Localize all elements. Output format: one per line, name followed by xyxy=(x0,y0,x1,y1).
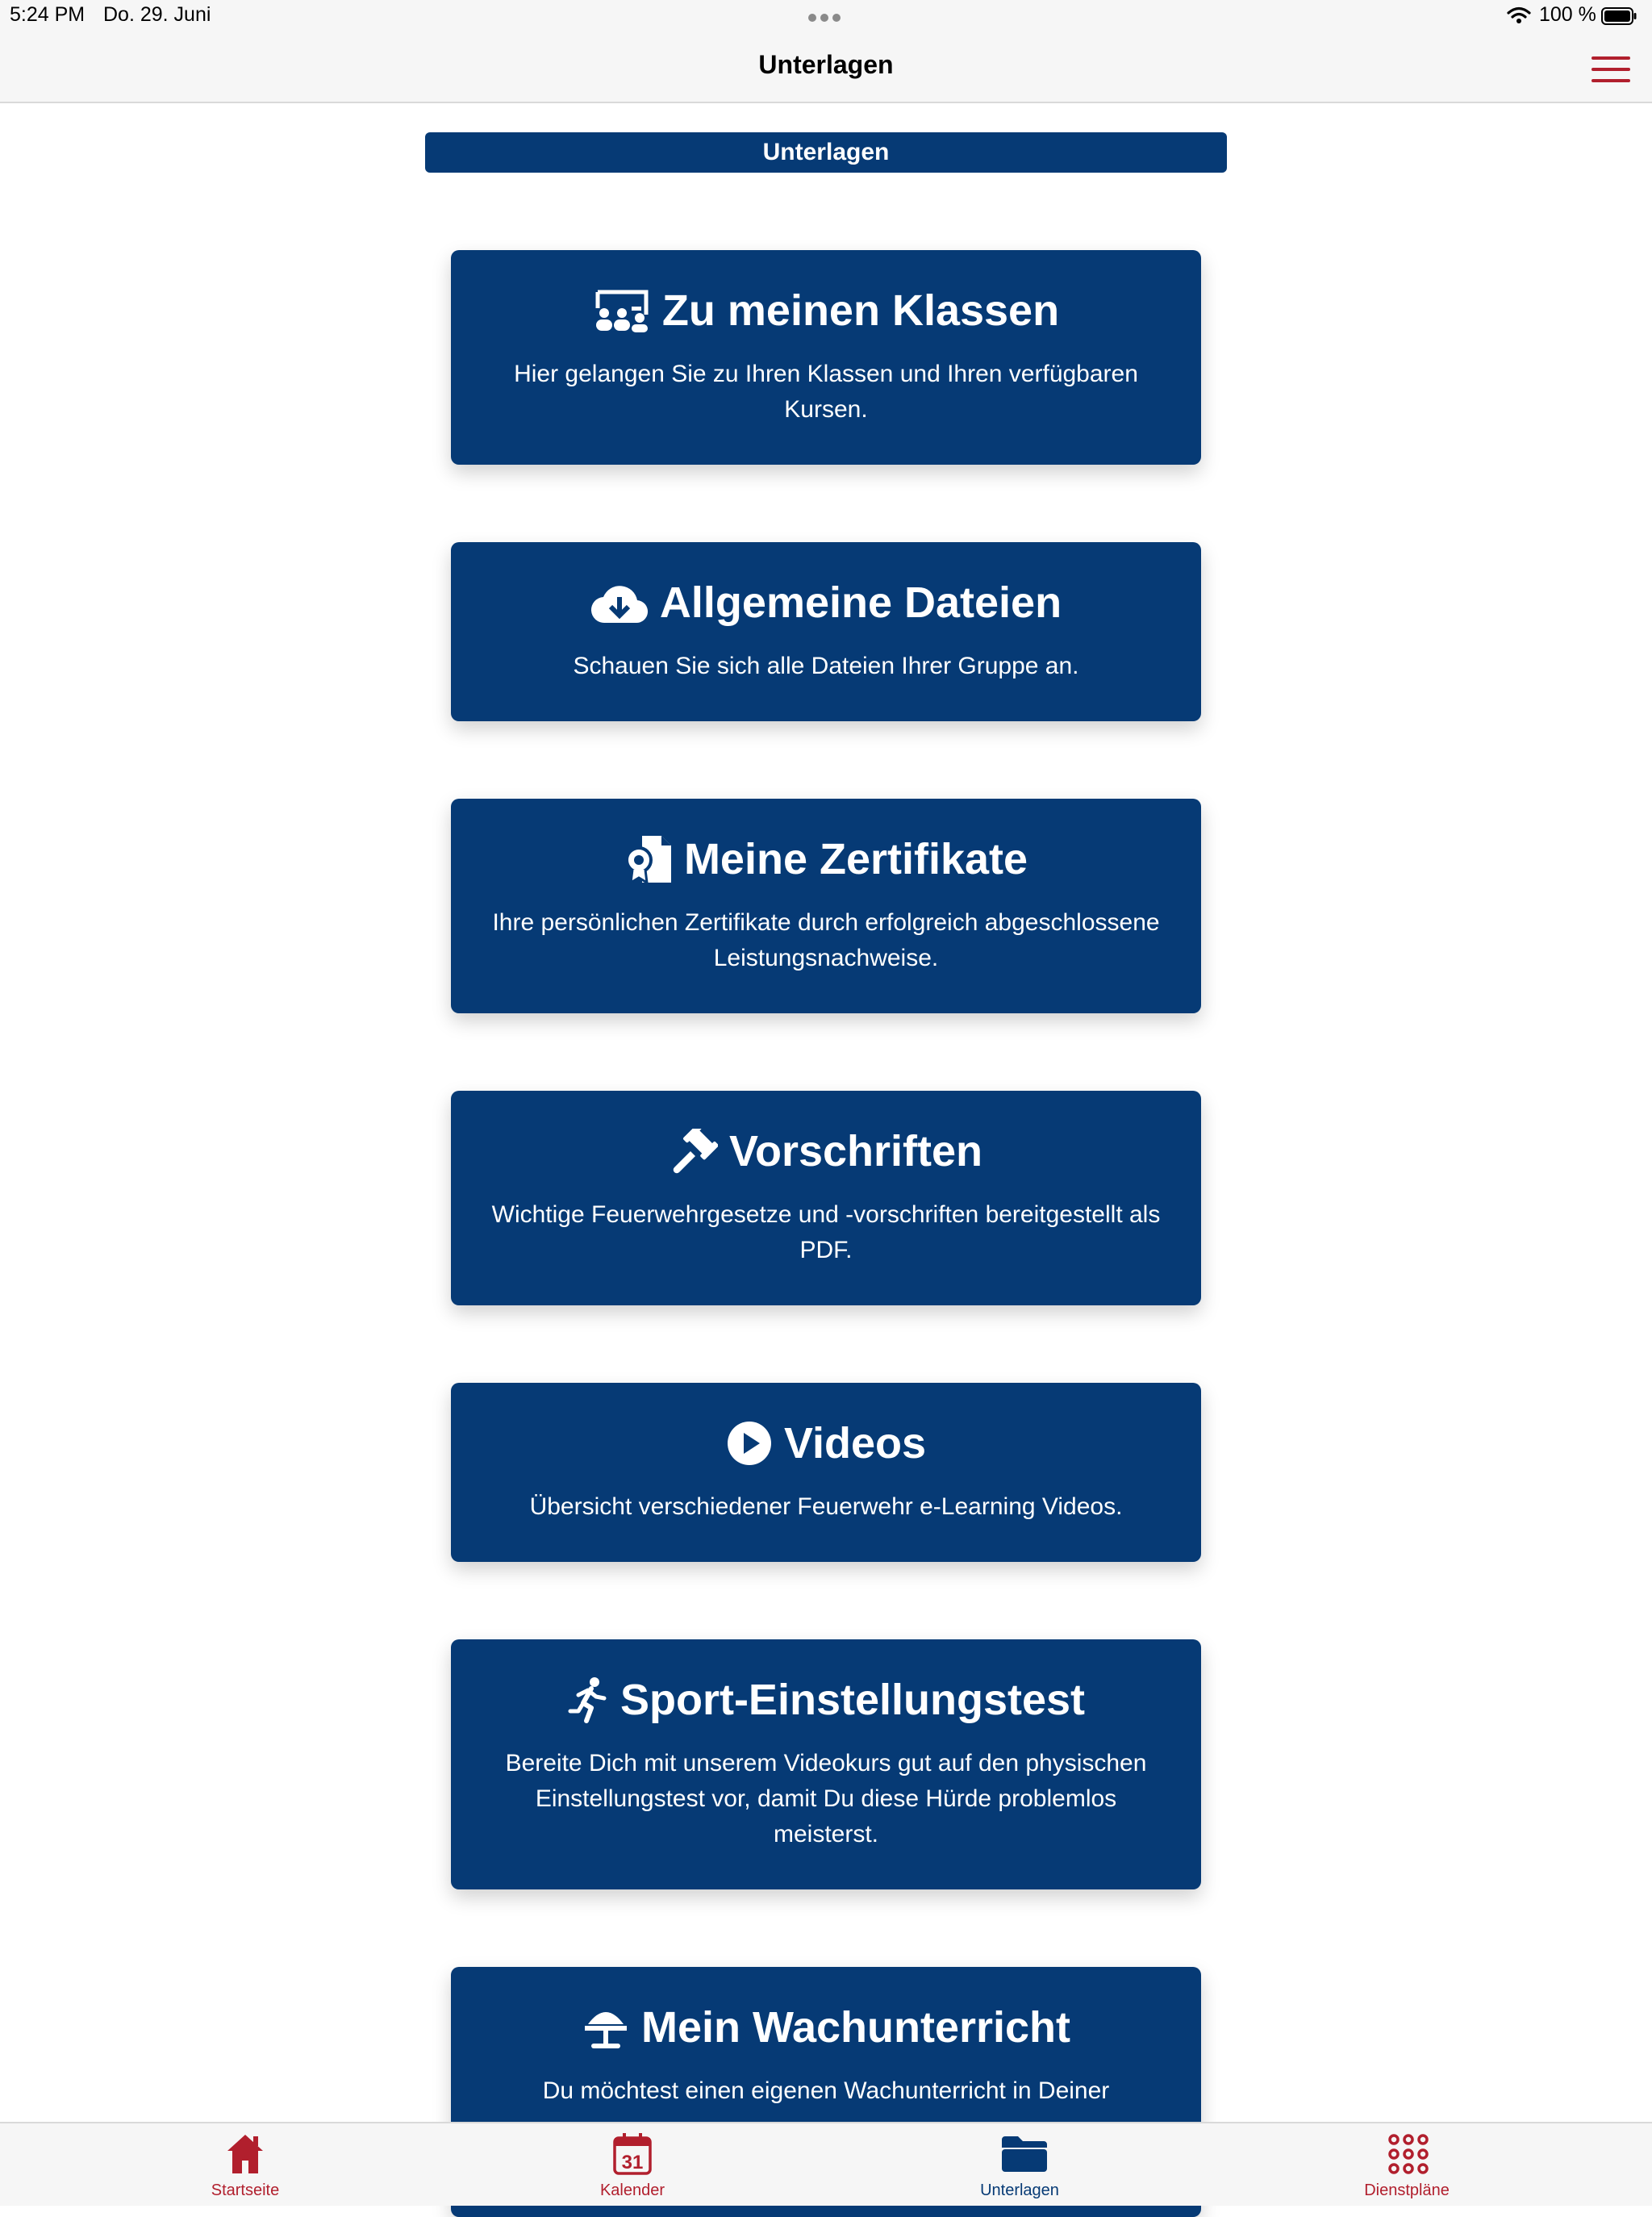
card-vorschriften[interactable] xyxy=(451,1091,1201,1305)
tab-unterlagen[interactable] xyxy=(923,2123,1116,2206)
card-description: Wichtige Feuerwehrgesetze und -vorschriften bereitgestellt als PDF. xyxy=(491,1201,1161,1263)
section-header: Unterlagen xyxy=(425,132,1227,173)
tab-label: Unterlagen xyxy=(980,2182,1059,2199)
navigation-bar xyxy=(0,34,1652,103)
card-description: Schauen Sie sich alle Dateien Ihrer Gruppe an. xyxy=(573,653,1079,679)
presentation-icon xyxy=(582,2003,630,2052)
card-title: Videos xyxy=(783,1419,927,1468)
tab-label: Dienstpläne xyxy=(1364,2182,1450,2199)
calendar-day: 31 xyxy=(621,2152,644,2173)
battery-icon xyxy=(1601,7,1637,25)
cloud-download-icon xyxy=(590,581,649,624)
card-videos[interactable] xyxy=(451,1383,1201,1562)
calendar-icon xyxy=(613,2133,652,2175)
card-title: Vorschriften xyxy=(728,1127,983,1175)
certificate-icon xyxy=(624,834,673,884)
gavel-icon xyxy=(670,1129,718,1174)
tab-kalender[interactable] xyxy=(536,2123,729,2206)
home-icon xyxy=(226,2133,265,2175)
card-title: Meine Zertifikate xyxy=(683,835,1028,883)
grid-icon xyxy=(1387,2133,1429,2175)
card-allgemeine-dateien[interactable] xyxy=(451,542,1201,721)
status-time: 5:24 PM xyxy=(10,3,86,26)
play-circle-icon xyxy=(726,1420,773,1467)
card-description: Übersicht verschiedener Feuerwehr e-Learning Videos. xyxy=(529,1493,1123,1520)
status-date: Do. 29. Juni xyxy=(103,3,211,26)
card-sport-einstellungstest[interactable] xyxy=(451,1639,1201,1889)
classroom-icon xyxy=(593,287,651,334)
card-klassen[interactable] xyxy=(451,250,1201,465)
card-title: Mein Wachunterricht xyxy=(640,2003,1071,2052)
card-description: Ihre persönlichen Zertifikate durch erfolgreich abgeschlossene Leistungsnachweise. xyxy=(492,909,1160,971)
tab-bar xyxy=(0,2122,1652,2206)
hamburger-menu-icon[interactable] xyxy=(1592,56,1630,82)
folder-icon xyxy=(1000,2133,1049,2173)
tab-startseite[interactable] xyxy=(148,2123,342,2206)
tab-label: Kalender xyxy=(599,2182,665,2199)
tab-dienstplaene[interactable] xyxy=(1310,2123,1504,2206)
card-title: Zu meinen Klassen xyxy=(661,286,1060,335)
card-zertifikate[interactable] xyxy=(451,799,1201,1013)
page-title: Unterlagen xyxy=(758,50,894,79)
battery-percentage: 100 % xyxy=(1539,3,1596,26)
card-title: Allgemeine Dateien xyxy=(659,578,1062,627)
running-icon xyxy=(567,1676,609,1724)
card-description: Bereite Dich mit unserem Videokurs gut auf den physischen Einstellungstest vor, damit Du diese Hürde problemlos meisterst. xyxy=(505,1750,1147,1848)
status-bar xyxy=(0,0,1652,34)
tab-label: Startseite xyxy=(211,2182,280,2199)
card-title: Sport-Einstellungstest xyxy=(620,1676,1086,1724)
card-description: Hier gelangen Sie zu Ihren Klassen und Ihren verfügbaren Kursen. xyxy=(514,361,1138,423)
card-description: Du möchtest einen eigenen Wachunterricht in Deiner xyxy=(542,2077,1110,2104)
multitasking-dots-icon[interactable] xyxy=(808,11,845,21)
wifi-icon xyxy=(1507,6,1531,24)
